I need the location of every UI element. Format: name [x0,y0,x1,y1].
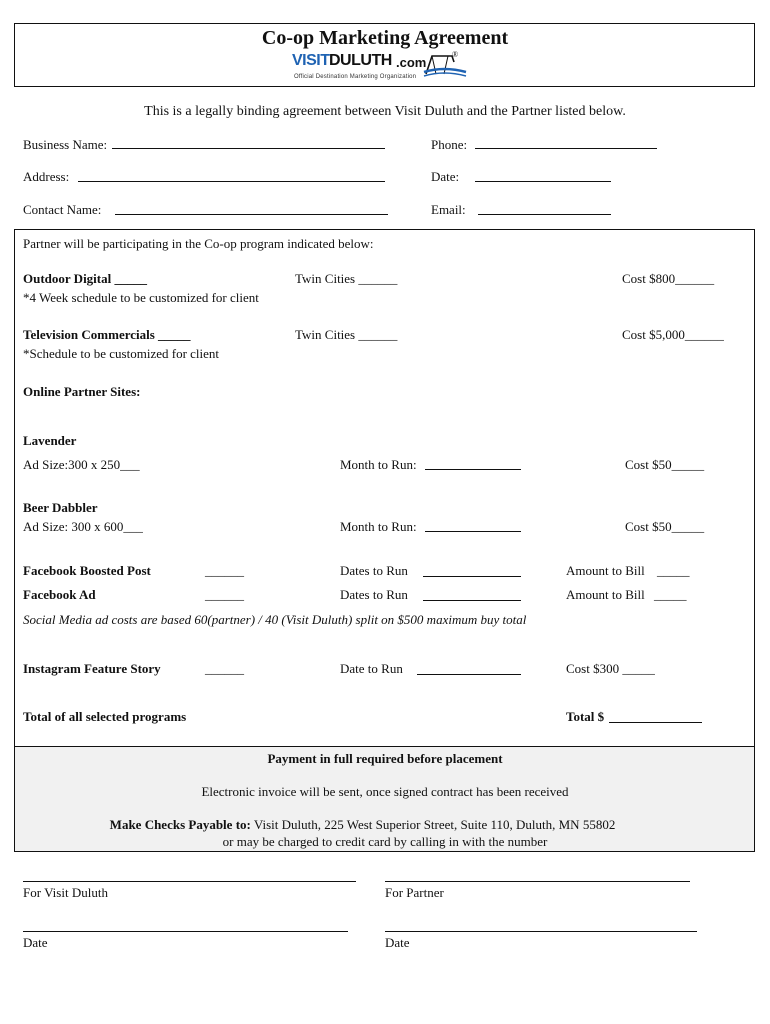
contact-name-field[interactable] [115,214,388,215]
date-field[interactable] [475,181,611,182]
page-title: Co-op Marketing Agreement [261,27,509,49]
instagram-date-label: Date to Run [340,661,403,676]
outdoor-digital-option[interactable]: Outdoor Digital _____ [23,271,147,286]
date-label: Date: [431,169,460,184]
partner-date-label: Date [385,935,410,950]
beer-dabbler-ad-size[interactable]: Ad Size: 300 x 600___ [23,519,143,534]
facebook-ad-blank[interactable]: ______ [205,587,244,602]
instagram-blank[interactable]: ______ [205,661,244,676]
social-media-note: Social Media ad costs are based 60(partner) / 40 (Visit Duluth) split on $500 maximum buy total [23,612,527,627]
phone-field[interactable] [475,148,657,149]
total-amount-label: Total $ [566,709,605,724]
total-label: Total of all selected programs [23,709,187,724]
visit-duluth-date-line[interactable] [23,931,348,932]
logo-tagline: Official Destination Marketing Organization [294,74,417,80]
logo-visit: VISIT [292,52,330,69]
visit-duluth-signature-label: For Visit Duluth [23,885,108,900]
lavender-month-field[interactable] [425,469,521,470]
lift-bridge-icon [422,52,468,78]
television-market[interactable]: Twin Cities ______ [295,327,398,342]
intro-text: This is a legally binding agreement between Visit Duluth and the Partner listed below. [144,104,626,119]
email-label: Email: [431,202,466,217]
lavender-cost[interactable]: Cost $50_____ [625,457,705,472]
visit-duluth-signature-line[interactable] [23,881,356,882]
facebook-ad-amount-blank[interactable]: _____ [654,587,687,602]
programs-intro: Partner will be participating in the Co-op program indicated below: [23,236,374,251]
facebook-ad-label: Facebook Ad [23,587,96,602]
logo-com: .com [396,55,427,70]
email-field[interactable] [478,214,611,215]
logo-registered: ® [452,50,459,59]
outdoor-digital-note: *4 Week schedule to be customized for client [23,290,259,305]
television-cost[interactable]: Cost $5,000______ [622,327,724,342]
television-option[interactable]: Television Commercials _____ [23,327,191,342]
address-field[interactable] [78,181,385,182]
instagram-cost[interactable]: Cost $300 _____ [566,661,655,676]
visit-duluth-logo [290,50,480,84]
television-note: *Schedule to be customized for client [23,346,220,361]
address-label: Address: [23,169,70,184]
checks-payable [0,817,725,832]
instagram-label: Instagram Feature Story [23,661,161,676]
facebook-boosted-dates-field[interactable] [423,576,521,577]
outdoor-digital-cost[interactable]: Cost $800______ [622,271,715,286]
business-name-field[interactable] [112,148,385,149]
beer-dabbler-name: Beer Dabbler [23,500,98,515]
payment-heading: Payment in full required before placement [267,751,503,766]
beer-dabbler-cost[interactable]: Cost $50_____ [625,519,705,534]
visit-duluth-date-label: Date [23,935,48,950]
facebook-boosted-amount-label: Amount to Bill [566,563,645,578]
credit-card-text: or may be charged to credit card by calling in with the number [222,834,548,849]
beer-dabbler-month-label: Month to Run: [340,519,417,534]
partner-signature-line[interactable] [385,881,690,882]
facebook-boosted-blank[interactable]: ______ [205,563,244,578]
facebook-boosted-label: Facebook Boosted Post [23,563,151,578]
checks-label: Make Checks Payable to: [109,817,251,832]
business-name-label: Business Name: [23,137,108,152]
facebook-ad-dates-label: Dates to Run [340,587,408,602]
contact-name-label: Contact Name: [23,202,102,217]
online-partner-heading: Online Partner Sites: [23,384,141,399]
checks-address: Visit Duluth, 225 West Superior Street, Suite 110, Duluth, MN 55802 [253,817,616,832]
facebook-ad-amount-label: Amount to Bill [566,587,645,602]
lavender-month-label: Month to Run: [340,457,417,472]
outdoor-digital-market[interactable]: Twin Cities ______ [295,271,398,286]
lavender-ad-size[interactable]: Ad Size:300 x 250___ [23,457,140,472]
beer-dabbler-month-field[interactable] [425,531,521,532]
facebook-ad-dates-field[interactable] [423,600,521,601]
invoice-text: Electronic invoice will be sent, once signed contract has been received [201,784,569,799]
lavender-name: Lavender [23,433,77,448]
total-amount-field[interactable] [609,722,702,723]
partner-date-line[interactable] [385,931,697,932]
logo-duluth: DULUTH [329,52,392,69]
partner-signature-label: For Partner [385,885,444,900]
facebook-boosted-amount-blank[interactable]: _____ [657,563,690,578]
facebook-boosted-dates-label: Dates to Run [340,563,408,578]
instagram-date-field[interactable] [417,674,521,675]
phone-label: Phone: [431,137,468,152]
